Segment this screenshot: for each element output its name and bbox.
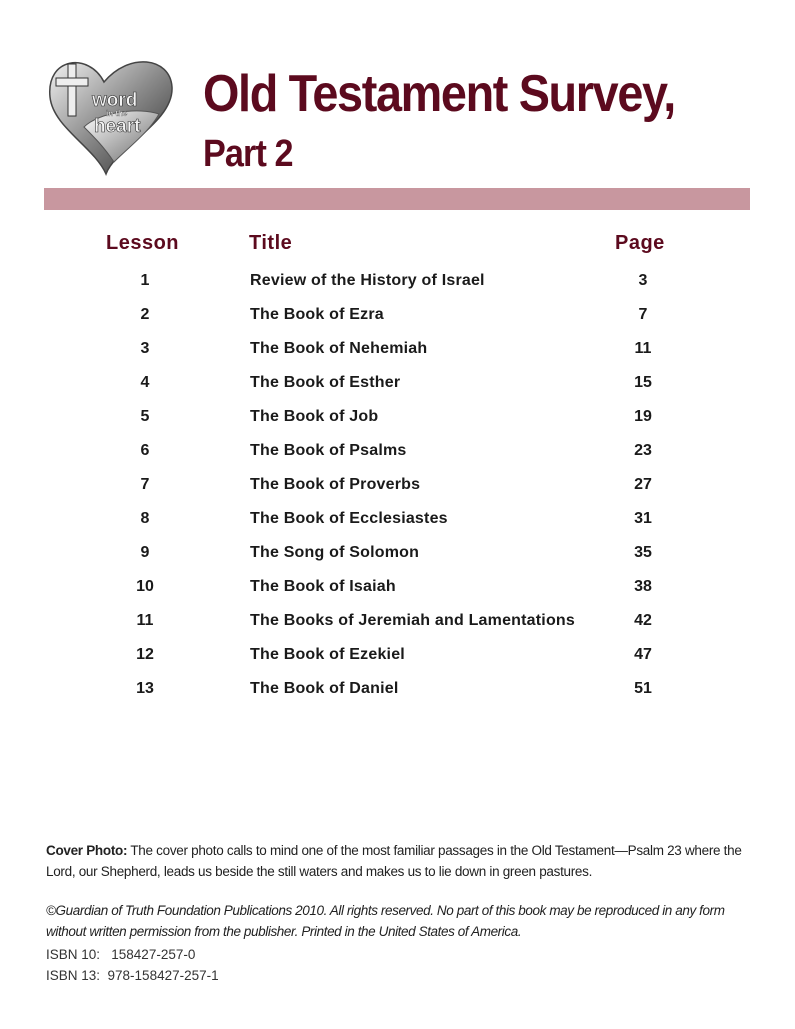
lesson-title: The Book of Ecclesiastes [250,510,448,527]
column-header-page: Page [615,232,665,254]
page-number: 42 [634,612,652,629]
lesson-number: 13 [136,680,154,697]
lesson-number: 1 [140,272,150,289]
page-number: 3 [638,272,648,289]
lesson-title: The Book of Ezra [250,306,384,323]
isbn-10: ISBN 10: 158427-257-0 [46,947,196,962]
lesson-title: The Book of Esther [250,374,401,391]
page-number: 38 [634,578,652,595]
toc-row [0,506,795,540]
toc-row [0,472,795,506]
lesson-title: The Book of Job [250,408,379,425]
lesson-number: 3 [140,340,150,357]
lesson-title: The Book of Ezekiel [250,646,405,663]
lesson-title: The Book of Daniel [250,680,399,697]
page-number: 7 [638,306,648,323]
column-header-lesson: Lesson [106,232,180,254]
page-number: 31 [634,510,652,527]
page-subtitle: Part 2 [203,133,293,175]
cover-photo-note [46,840,761,882]
lesson-number: 10 [136,578,154,595]
lesson-number: 6 [140,442,150,459]
copyright-notice: ©Guardian of Truth Foundation Publications 2010. All rights reserved. No part of this book may be reproduced in any form without written permission from the publisher. Printed in the United States of America. [46,903,725,939]
page-number: 15 [634,374,652,391]
svg-text:word: word [92,90,138,111]
toc-row [0,336,795,370]
page-number: 23 [634,442,652,459]
page-number: 51 [634,680,652,697]
toc-row [0,438,795,472]
toc-row [0,404,795,438]
lesson-number: 2 [140,306,150,323]
toc-row [0,574,795,608]
lesson-title: The Song of Solomon [250,544,420,561]
header-divider-bar [44,188,750,210]
svg-text:in the: in the [106,109,128,118]
page-title: Old Testament Survey, [203,65,675,123]
lesson-title: Review of the History of Israel [250,272,485,289]
page-number: 11 [634,340,652,357]
svg-text:heart: heart [94,116,141,137]
page-number: 27 [634,476,652,493]
lesson-number: 12 [136,646,154,663]
lesson-number: 4 [140,374,150,391]
page-number: 19 [634,408,652,425]
toc-row [0,302,795,336]
toc-row [0,268,795,302]
lesson-title: The Books of Jeremiah and Lamentations [250,612,575,629]
lesson-title: The Book of Psalms [250,442,407,459]
toc-row [0,676,795,710]
lesson-number: 11 [136,612,154,629]
page-number: 47 [634,646,652,663]
isbn-13: ISBN 13: 978-158427-257-1 [46,968,219,983]
toc-row [0,540,795,574]
table-of-contents [0,268,795,710]
toc-row [0,642,795,676]
toc-row [0,370,795,404]
lesson-number: 8 [140,510,150,527]
lesson-title: The Book of Nehemiah [250,340,428,357]
word-in-the-heart-logo [44,52,178,176]
lesson-title: The Book of Proverbs [250,476,421,493]
page-number: 35 [634,544,652,561]
lesson-number: 7 [140,476,150,493]
toc-row [0,608,795,642]
lesson-number: 9 [140,544,150,561]
cover-photo-text: The cover photo calls to mind one of the most familiar passages in the Old Testament—Psalm 23 where the Lord, our Shepherd, leads us beside the still waters and makes us to lie down in green pastures. [46,843,742,879]
column-header-title: Title [249,232,293,254]
lesson-title: The Book of Isaiah [250,578,396,595]
cover-photo-label: Cover Photo: [46,843,128,858]
lesson-number: 5 [140,408,150,425]
heart-cross-icon [44,52,178,176]
